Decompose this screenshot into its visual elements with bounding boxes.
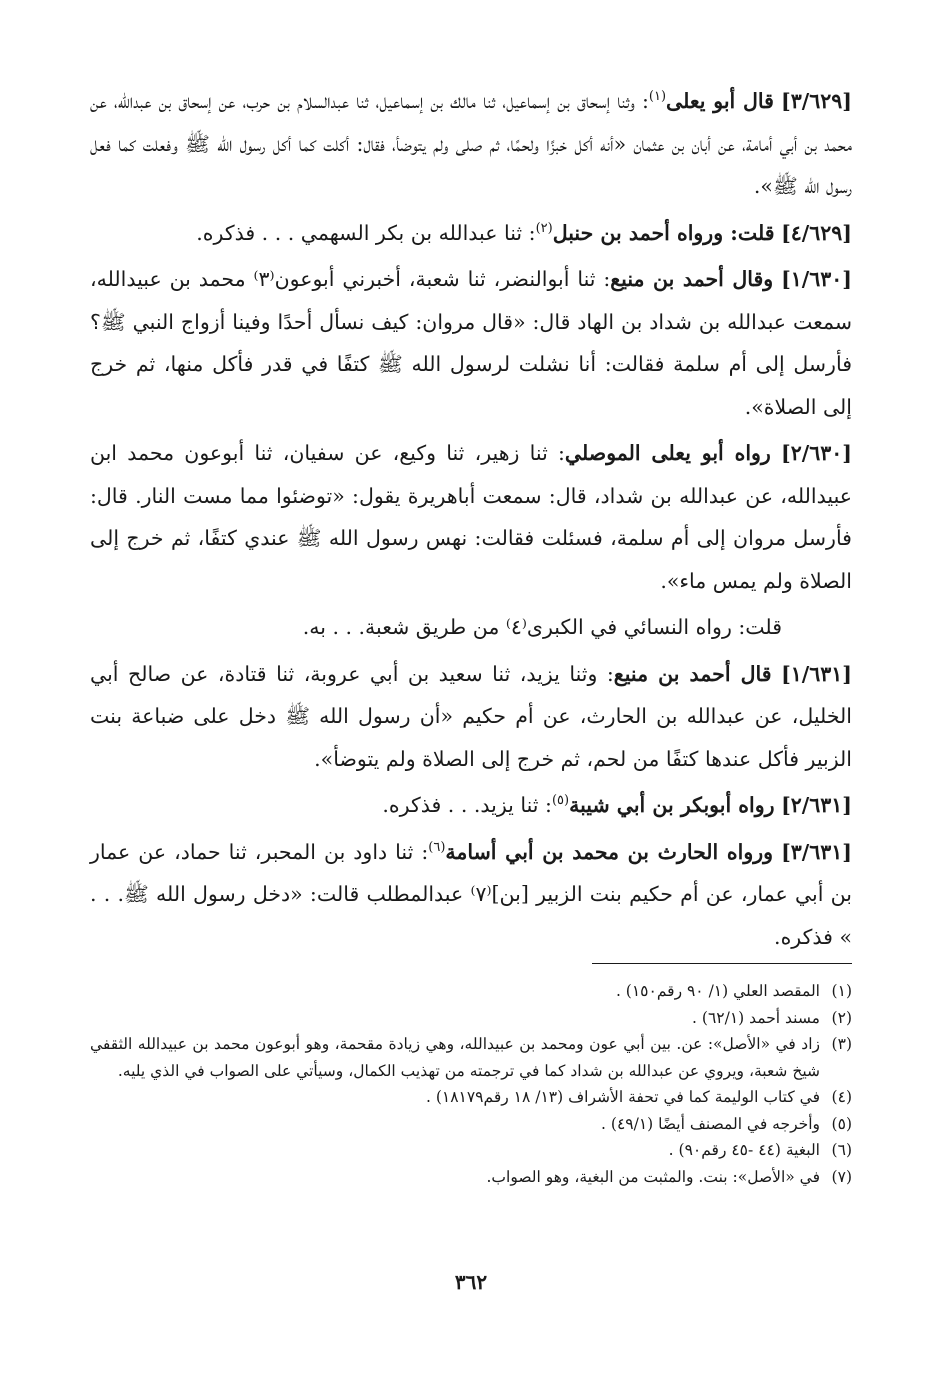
paragraph-630-2 bbox=[90, 432, 852, 602]
footnote-item bbox=[90, 1164, 852, 1191]
footnote-number: (٥) bbox=[831, 1114, 852, 1133]
narrator-lead: وقال أحمد بن منيع bbox=[610, 267, 774, 291]
footnote-item bbox=[90, 1084, 852, 1111]
footnote-text: زاد في «الأصل»: عن. بين أبي عون ومحمد بن عبيدالله، وهي زيادة مقحمة، وهو أبوعون محمد بن عبيدالله الثقفي شيخ شعبة، ويروي عن عبدالله بن شداد كما في ترجمته من تهذيب الكمال، وسيأتي على الصواب في الذي يليه. bbox=[90, 1035, 820, 1080]
footnote-number: (٢) bbox=[831, 1008, 852, 1027]
paragraph-body: : وثنا إسحاق بن إسماعيل، ثنا مالك بن إسماعيل، ثنا عبدالسلام بن حرب، عن إسحاق بن عبدالله، عن محمد بن أبي أمامة، عن أبان بن عثمان «أنه أكل خبزًا ولحمًا، ثم صلى ولم يتوضأ، فقال: أكلت كما أكل رسول الله ﷺ وفعلت كما فعل رسول الله ﷺ». bbox=[90, 89, 852, 198]
footnote-text: في «الأصل»: بنت. والمثبت من البغية، وهو الصواب. bbox=[486, 1167, 820, 1186]
footnote-text: البغية (٤٤ -٤٥ رقم٩٠) . bbox=[668, 1141, 820, 1159]
paragraph-631-1 bbox=[90, 653, 852, 781]
paragraph-body: : ثنا يزيد. . . فذكره. bbox=[382, 793, 552, 817]
footnote-item bbox=[90, 1031, 852, 1084]
hadith-reference: [٣/٦٢٩] bbox=[781, 89, 852, 113]
main-text bbox=[90, 80, 852, 962]
paragraph-body: : ثنا عبدالله بن بكر السهمي . . . فذكره. bbox=[196, 220, 536, 245]
footnote-number: (٦) bbox=[831, 1141, 852, 1159]
hadith-reference: [٢/٦٣٠] bbox=[781, 441, 852, 465]
footnote-item bbox=[90, 1137, 852, 1164]
footnote-text: مسند أحمد (٦٢/١) . bbox=[692, 1008, 820, 1027]
footnote-text: في كتاب الوليمة كما في تحفة الأشراف (١٣/ ١٨ رقم١٨١٧٩) . bbox=[425, 1088, 820, 1106]
paragraph-631-3 bbox=[90, 831, 852, 959]
paragraph-629-4 bbox=[90, 212, 852, 255]
paragraph-630-1 bbox=[90, 258, 852, 428]
paragraph-body: : ثنا أبوالنضر، ثنا شعبة، أخبرني أبوعون⁽٣⁾ محمد بن عبيدالله، سمعت عبدالله بن شداد بن الهاد قال: «قال مروان: كيف نسأل أحدًا وفينا أزواج النبي ﷺ؟ فأرسل إلى أم سلمة فقالت: أنا نشلت لرسول الله ﷺ كتفًا في قدر فأكل منها، ثم خرج إلى الصلاة». bbox=[90, 267, 852, 419]
footnote-number: (٧) bbox=[831, 1167, 852, 1186]
narrator-lead: رواه أبو يعلى الموصلي bbox=[564, 441, 771, 465]
footnote-item bbox=[90, 978, 852, 1005]
footnotes bbox=[90, 978, 852, 1190]
footnote-text: وأخرجه في المصنف أيضًا (٤٩/١) . bbox=[601, 1114, 820, 1133]
footnote-marker: (٥) bbox=[551, 793, 570, 809]
hadith-reference: [١/٦٣١] bbox=[781, 661, 852, 686]
paragraph-note-nasai bbox=[90, 606, 852, 649]
paragraph-body: : ثنا داود بن المحبر، ثنا حماد، عن عمار بن أبي عمار، عن أم حكيم بنت الزبير [بن]⁽٧⁾ عبدالمطلب قالت: «دخل رسول الله ﷺ. . . » فذكره. bbox=[90, 839, 852, 949]
footnote-divider bbox=[592, 963, 852, 964]
paragraph-body: : ثنا زهير، ثنا وكيع، عن سفيان، ثنا أبوعون محمد ابن عبيدالله، عن عبدالله بن شداد، قال: سمعت أباهريرة يقول: «توضئوا مما مست النار. قال: فأرسل مروان إلى أم سلمة، فسئلت فقالت: نهس رسول الله ﷺ عندي كتفًا، ثم خرج إلى الصلاة ولم يمس ماء». bbox=[90, 441, 852, 593]
footnote-number: (٤) bbox=[831, 1088, 852, 1106]
narrator-lead: رواه أبوبكر بن أبي شيبة bbox=[569, 793, 775, 817]
footnote-marker: (٦) bbox=[428, 839, 446, 855]
footnote-text: المقصد العلي (١/ ٩٠ رقم١٥٠) . bbox=[615, 982, 820, 1000]
footnote-marker: (٢) bbox=[535, 220, 553, 236]
paragraph-body: قلت: رواه النسائي في الكبرى⁽٤⁾ من طريق شعبة. . . به. bbox=[302, 615, 782, 639]
footnote-number: (٣) bbox=[831, 1035, 852, 1053]
footnote-marker: (١) bbox=[648, 89, 667, 105]
footnote-number: (١) bbox=[831, 982, 852, 1000]
hadith-reference: [٤/٦٢٩] bbox=[781, 220, 852, 245]
footnote-item bbox=[90, 1005, 852, 1032]
hadith-reference: [٣/٦٣١] bbox=[781, 839, 852, 864]
hadith-reference: [٢/٦٣١] bbox=[781, 793, 852, 817]
narrator-lead: قلت: ورواه أحمد بن حنبل bbox=[552, 220, 775, 245]
hadith-reference: [١/٦٣٠] bbox=[781, 267, 852, 291]
paragraph-631-2 bbox=[90, 784, 852, 827]
paragraph-body: : وثنا يزيد، ثنا سعيد بن أبي عروبة، ثنا قتادة، عن صالح أبي الخليل، عن عبدالله بن الحارث، عن أم حكيم «أن رسول الله ﷺ دخل على ضباعة بنت الزبير فأكل عندها كتفًا من لحم، ثم خرج إلى الصلاة ولم يتوضأ». bbox=[90, 661, 852, 771]
narrator-lead: ورواه الحارث بن محمد بن أبي أسامة bbox=[445, 839, 774, 864]
narrator-lead: قال أبو يعلى bbox=[666, 89, 774, 113]
footnote-item bbox=[90, 1111, 852, 1138]
page-number: ٣٦٢ bbox=[454, 1270, 488, 1294]
paragraph-629-3 bbox=[90, 80, 852, 208]
narrator-lead: قال أحمد بن منيع bbox=[613, 661, 772, 686]
